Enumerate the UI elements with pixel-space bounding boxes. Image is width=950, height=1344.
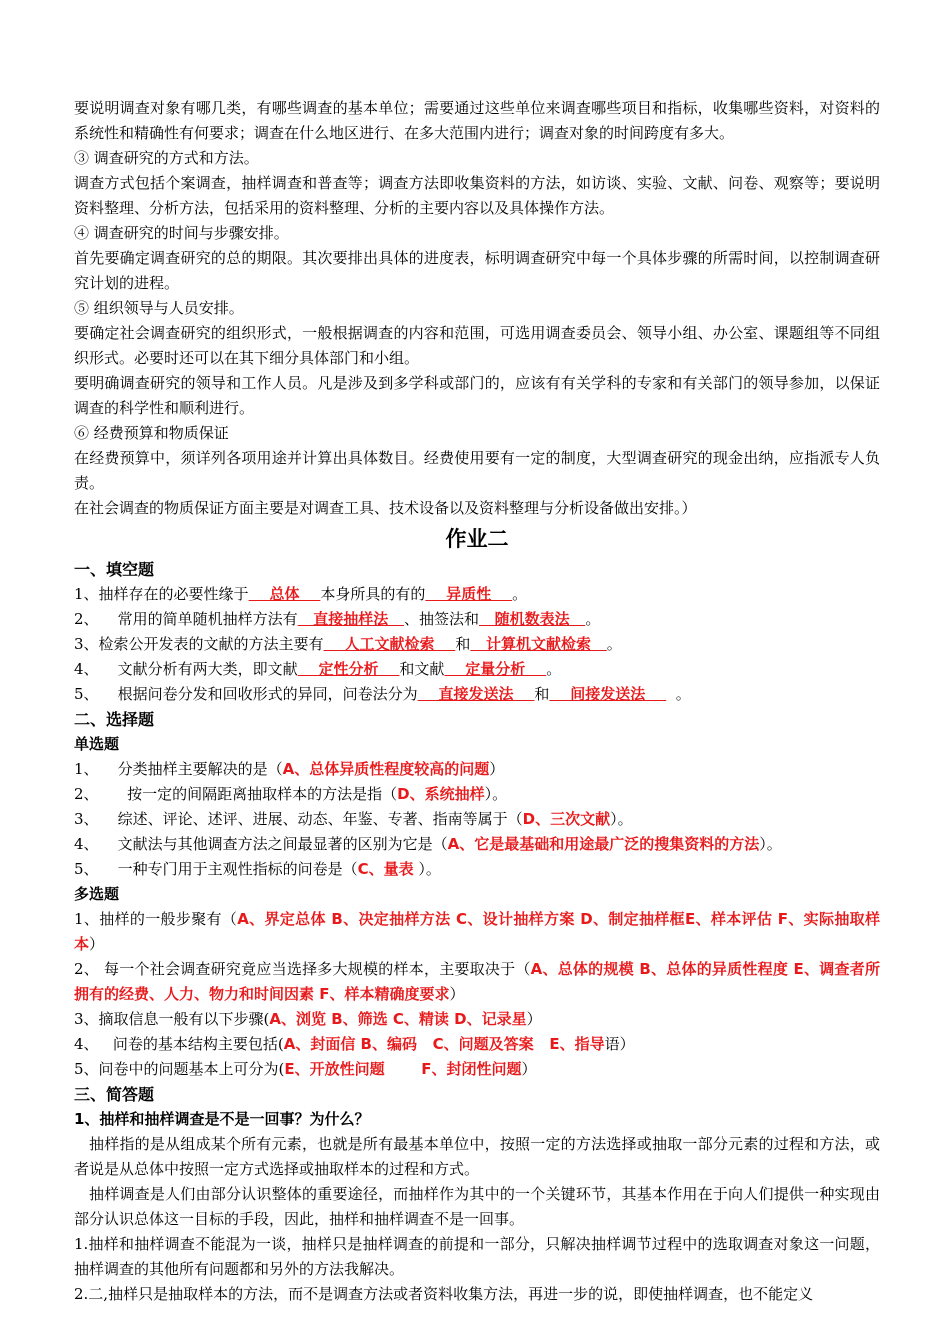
question-end: ）。 — [759, 835, 782, 853]
multi-choice-item — [74, 1007, 880, 1032]
answer-blank: 随机数表法 — [478, 610, 586, 628]
intro-paragraph: 在社会调查的物质保证方面主要是对调查工具、技术设备以及资料整理与分析设备做出安排。） — [74, 499, 697, 517]
item-number: 1、 — [74, 910, 100, 928]
assignment-title: 作业二 — [445, 527, 509, 551]
short-answer-question: 1、抽样和抽样调查是不是一回事？为什么？ — [74, 1110, 370, 1128]
question-text: 问卷中的问题基本上可分为( — [98, 1060, 285, 1078]
intro-paragraph: 要说明调查对象有哪几类，有哪些调查的基本单位；需要通过这些单位来调查哪些项目和指标，收集哪些资料，对资料的系统性和精确性有何要求；调查在什么地区进行、在多大范围内进行；调查对象的时间跨度有多大。 — [74, 99, 880, 142]
item-number: 5、 — [74, 685, 99, 703]
intro-heading-4: ④ 调查研究的时间与步骤安排。 — [74, 224, 289, 242]
question-text: 综述、评论、述评、进展、动态、年鉴、专著、指南等属于（ — [98, 810, 523, 828]
answer-text: E、开放性问题 F、封闭性问题 — [284, 1060, 522, 1078]
intro-block — [74, 96, 880, 521]
fill-in-item — [74, 607, 880, 632]
intro-heading-5: ⑤ 组织领导与人员安排。 — [74, 299, 244, 317]
answer-text: A、封面信 B、编码 C、问题及答案 E、指导 — [283, 1035, 605, 1053]
answer-text: A、它是最基础和用途最广泛的搜集资料的方法 — [447, 835, 760, 853]
intro-paragraph: 调查方式包括个案调查，抽样调查和普查等；调查方法即收集资料的方法，如访谈、实验、文献、问卷、观察等；要说明资料整理、分析方法，包括采用的资料整理、分析的主要内容以及具体操作方法。 — [74, 174, 880, 217]
item-number: 4、 — [74, 660, 99, 678]
item-number: 2、 — [74, 960, 100, 978]
item-number: 3、 — [74, 810, 99, 828]
answer-blank: 计算机文献检索 — [470, 635, 607, 653]
multi-choice-item — [74, 1057, 880, 1082]
item-text: 。 — [606, 635, 622, 653]
single-choice-item — [74, 757, 880, 782]
fill-in-item — [74, 582, 880, 607]
item-text: 。 — [546, 660, 562, 678]
single-choice-item — [74, 857, 880, 882]
multi-choice-heading: 多选题 — [74, 885, 120, 903]
item-text: 。 — [512, 585, 528, 603]
intro-heading-6: ⑥ 经费预算和物质保证 — [74, 424, 229, 442]
answer-text: A、总体异质性程度较高的问题 — [282, 760, 490, 778]
intro-paragraph: 要确定社会调查研究的组织形式，一般根据调查的内容和范围，可选用调查委员会、领导小组、办公室、课题组等不同组织形式。必要时还可以在其下细分具体部门和小组。 — [74, 324, 880, 367]
answer-blank: 人工文献检索 — [323, 635, 456, 653]
answer-paragraph: 抽样指的是从组成某个所有元素，也就是所有最基本单位中，按照一定的方法选择或抽取一部分元素的过程和方法，或者说是从总体中按照一定方式选择或抽取样本的过程和方式。 — [74, 1135, 880, 1178]
multi-choice-item — [74, 1032, 880, 1057]
answer-blank: 直接抽样法 — [297, 610, 404, 628]
item-number: 4、 — [74, 835, 99, 853]
answer-blank: 间接发送法 — [549, 685, 667, 703]
single-choice-item — [74, 782, 880, 807]
fill-in-heading: 一、填空题 — [74, 560, 155, 579]
question-end: 语） — [604, 1035, 635, 1053]
answer-blank: 总体 — [248, 585, 321, 603]
fill-in-item — [74, 657, 880, 682]
multi-choice-list — [74, 907, 880, 1082]
answer-text: C、量表 — [357, 860, 414, 878]
item-number: 5、 — [74, 1060, 99, 1078]
item-number: 2、 — [74, 610, 99, 628]
item-number: 2、 — [74, 785, 99, 803]
answer-text: D、系统抽样 — [397, 785, 485, 803]
answer-blank: 直接发送法 — [417, 685, 535, 703]
question-text: 抽样的一般步聚有（ — [99, 910, 238, 928]
answer-text: A、界定总体 B、决定抽样方法 C、设计抽样方案 D、制定抽样框E、样本评估 F、实际抽取样本 — [74, 910, 880, 953]
item-text: 检索公开发表的文献的方法主要有 — [98, 635, 324, 653]
answer-text: D、三次文献 — [522, 810, 611, 828]
intro-paragraph: 在经费预算中，须详列各项用途并计算出具体数目。经费使用要有一定的制度，大型调查研究的现金出纳，应指派专人负责。 — [74, 449, 880, 492]
intro-paragraph: 首先要确定调查研究的总的期限。其次要排出具体的进度表，标明调查研究中每一个具体步骤的所需时间，以控制调查研究计划的进程。 — [74, 249, 880, 292]
answer-blank: 定量分析 — [444, 660, 547, 678]
answer-blank: 异质性 — [425, 585, 513, 603]
question-text: 按一定的间隔距离抽取样本的方法是指（ — [98, 785, 398, 803]
question-end: ） — [489, 760, 505, 778]
item-text: 、抽签法和 — [403, 610, 479, 628]
item-text: 。 — [666, 685, 691, 703]
question-text: 问卷的基本结构主要包括( — [98, 1035, 284, 1053]
fill-in-item — [74, 682, 880, 707]
question-text: 文献法与其他调查方法之间最显著的区别为它是（ — [98, 835, 448, 853]
item-text: 常用的简单随机抽样方法有 — [98, 610, 298, 628]
question-text: 每一个社会调查研究竟应当选择多大规模的样本，主要取决于（ — [99, 960, 531, 978]
answer-paragraph: 抽样调查是人们由部分认识整体的重要途径，而抽样作为其中的一个关键环节，其基本作用在于向人们提供一种实现由部分认识总体这一目标的手段，因此，抽样和抽样调查不是一回事。 — [74, 1185, 880, 1228]
item-number: 4、 — [74, 1035, 99, 1053]
item-number: 3、 — [74, 635, 99, 653]
single-choice-item — [74, 832, 880, 857]
item-number: 5、 — [74, 860, 99, 878]
question-end: ） — [526, 1010, 542, 1028]
single-choice-heading: 单选题 — [74, 735, 120, 753]
question-end: ） — [89, 935, 105, 953]
short-answer-heading: 三、简答题 — [74, 1085, 155, 1104]
fill-in-list — [74, 582, 880, 707]
item-text: 和文献 — [399, 660, 445, 678]
item-text: 抽样存在的必要性缘于 — [98, 585, 249, 603]
item-text: 根据问卷分发和回收形式的异同，问卷法分为 — [98, 685, 418, 703]
choice-heading: 二、选择题 — [74, 710, 155, 729]
intro-heading-3: ③ 调查研究的方式和方法。 — [74, 149, 259, 167]
answer-blank: 定性分析 — [297, 660, 400, 678]
question-end: ） — [449, 985, 465, 1003]
question-end: ） — [521, 1060, 537, 1078]
item-number: 3、 — [74, 1010, 99, 1028]
single-choice-item — [74, 807, 880, 832]
intro-paragraph: 要明确调查研究的领导和工作人员。凡是涉及到多学科或部门的，应该有有关学科的专家和有关部门的领导参加，以保证调查的科学性和顺利进行。 — [74, 374, 880, 417]
question-text: 一种专门用于主观性指标的问卷是（ — [98, 860, 358, 878]
item-text: 本身所具的有的 — [320, 585, 426, 603]
answer-text: A、总体的规模 B、总体的异质性程度 E、调查者所拥有的经费、人力、物力和时间因素 F、样本精确度要求 — [74, 960, 880, 1003]
item-text: 。 — [585, 610, 601, 628]
answer-text: A、浏览 B、筛选 C、精读 D、记录星 — [269, 1010, 527, 1028]
question-text: 摘取信息一般有以下步骤( — [98, 1010, 270, 1028]
item-text: 和 — [455, 635, 471, 653]
answer-point: 1.抽样和抽样调查不能混为一谈，抽样只是抽样调查的前提和一部分，只解决抽样调节过程中的选取调查对象这一问题，抽样调查的其他所有问题都和另外的方法我解决。 — [74, 1235, 880, 1278]
item-number: 1、 — [74, 760, 99, 778]
item-text: 和 — [534, 685, 550, 703]
multi-choice-item — [74, 907, 880, 957]
answer-point: 2.二,抽样只是抽取样本的方法，而不是调查方法或者资料收集方法，再进一步的说，即使抽样调查，也不能定义 — [74, 1285, 814, 1303]
fill-in-item — [74, 632, 880, 657]
question-end: ）。 — [610, 810, 633, 828]
document-page — [74, 96, 880, 1307]
item-number: 1、 — [74, 585, 99, 603]
multi-choice-item — [74, 957, 880, 1007]
single-choice-list — [74, 757, 880, 882]
question-text: 分类抽样主要解决的是（ — [98, 760, 283, 778]
item-text: 文献分析有两大类，即文献 — [98, 660, 298, 678]
question-end: ）。 — [484, 785, 508, 803]
question-end: ）。 — [413, 860, 441, 878]
